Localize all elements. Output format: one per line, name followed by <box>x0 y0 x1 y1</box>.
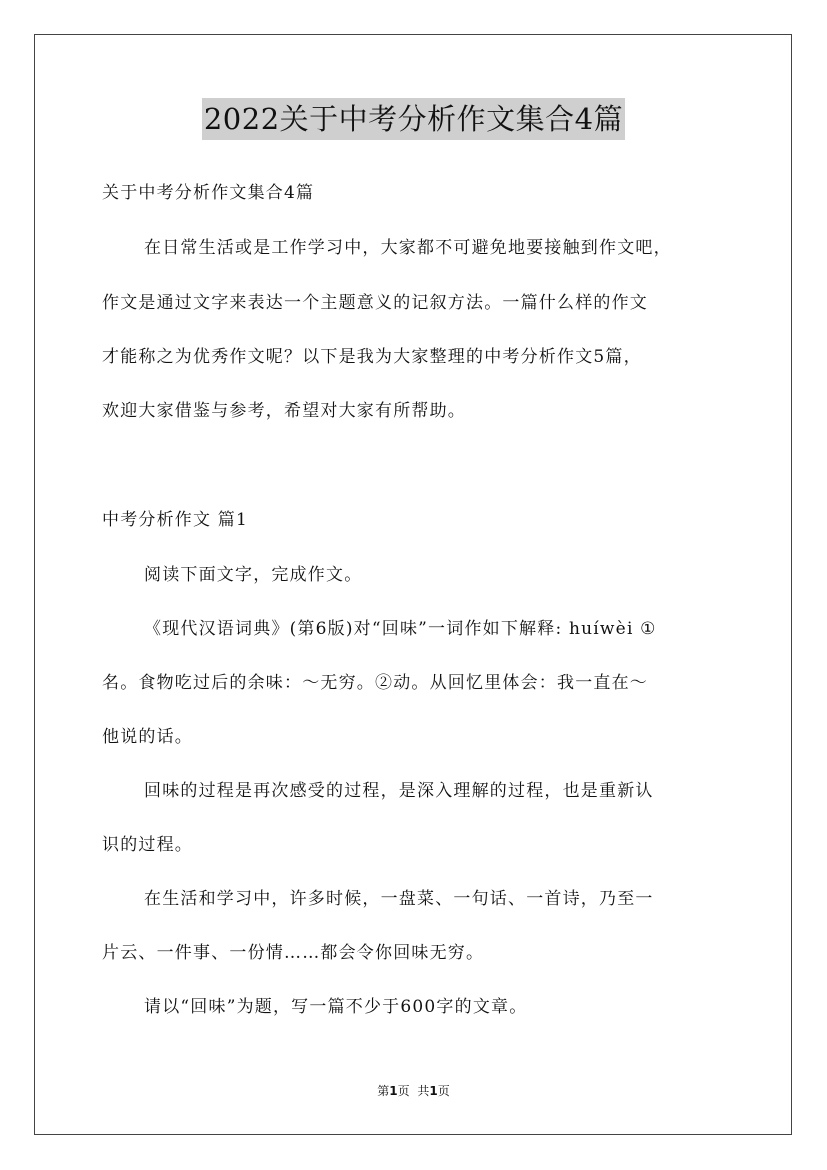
page-unit: 页 <box>397 1084 410 1098</box>
page-prefix: 第 <box>377 1084 390 1098</box>
body-line: 片云、一件事、一份情……都会令你回味无穷。 <box>102 943 485 963</box>
intro-line: 才能称之为优秀作文呢？以下是我为大家整理的中考分析作文5篇， <box>102 347 642 367</box>
page-number: 1 <box>389 1084 398 1098</box>
document-title: 2022关于中考分析作文集合4篇 <box>202 98 625 140</box>
total-unit: 页 <box>437 1084 450 1098</box>
section-heading: 中考分析作文 篇1 <box>102 510 249 530</box>
intro-line: 在日常生活或是工作学习中，大家都不可避免地要接触到作文吧， <box>144 238 672 258</box>
body-line: 名。食物吃过后的余味：～无穷。②动。从回忆里体会：我一直在～ <box>102 673 648 693</box>
intro-line: 作文是通过文字来表达一个主题意义的记叙方法。一篇什么样的作文 <box>102 293 648 313</box>
intro-line: 欢迎大家借鉴与参考，希望对大家有所帮助。 <box>102 401 466 421</box>
body-line: 在生活和学习中，许多时候，一盘菜、一句话、一首诗，乃至一 <box>144 889 654 909</box>
document-subtitle: 关于中考分析作文集合4篇 <box>102 183 315 203</box>
body-line: 阅读下面文字，完成作文。 <box>144 565 363 585</box>
title-container <box>0 98 827 140</box>
body-line: 回味的过程是再次感受的过程，是深入理解的过程，也是重新认 <box>144 781 654 801</box>
total-prefix: 共 <box>417 1084 430 1098</box>
body-line: 请以“回味”为题，写一篇不少于600字的文章。 <box>144 997 528 1017</box>
body-line: 识的过程。 <box>102 835 193 855</box>
body-line: 《现代汉语词典》(第6版)对“回味”一词作如下解释: huíwèi ① <box>144 619 657 639</box>
total-pages: 1 <box>429 1084 438 1098</box>
body-line: 他说的话。 <box>102 727 193 747</box>
page-footer <box>0 1082 827 1099</box>
